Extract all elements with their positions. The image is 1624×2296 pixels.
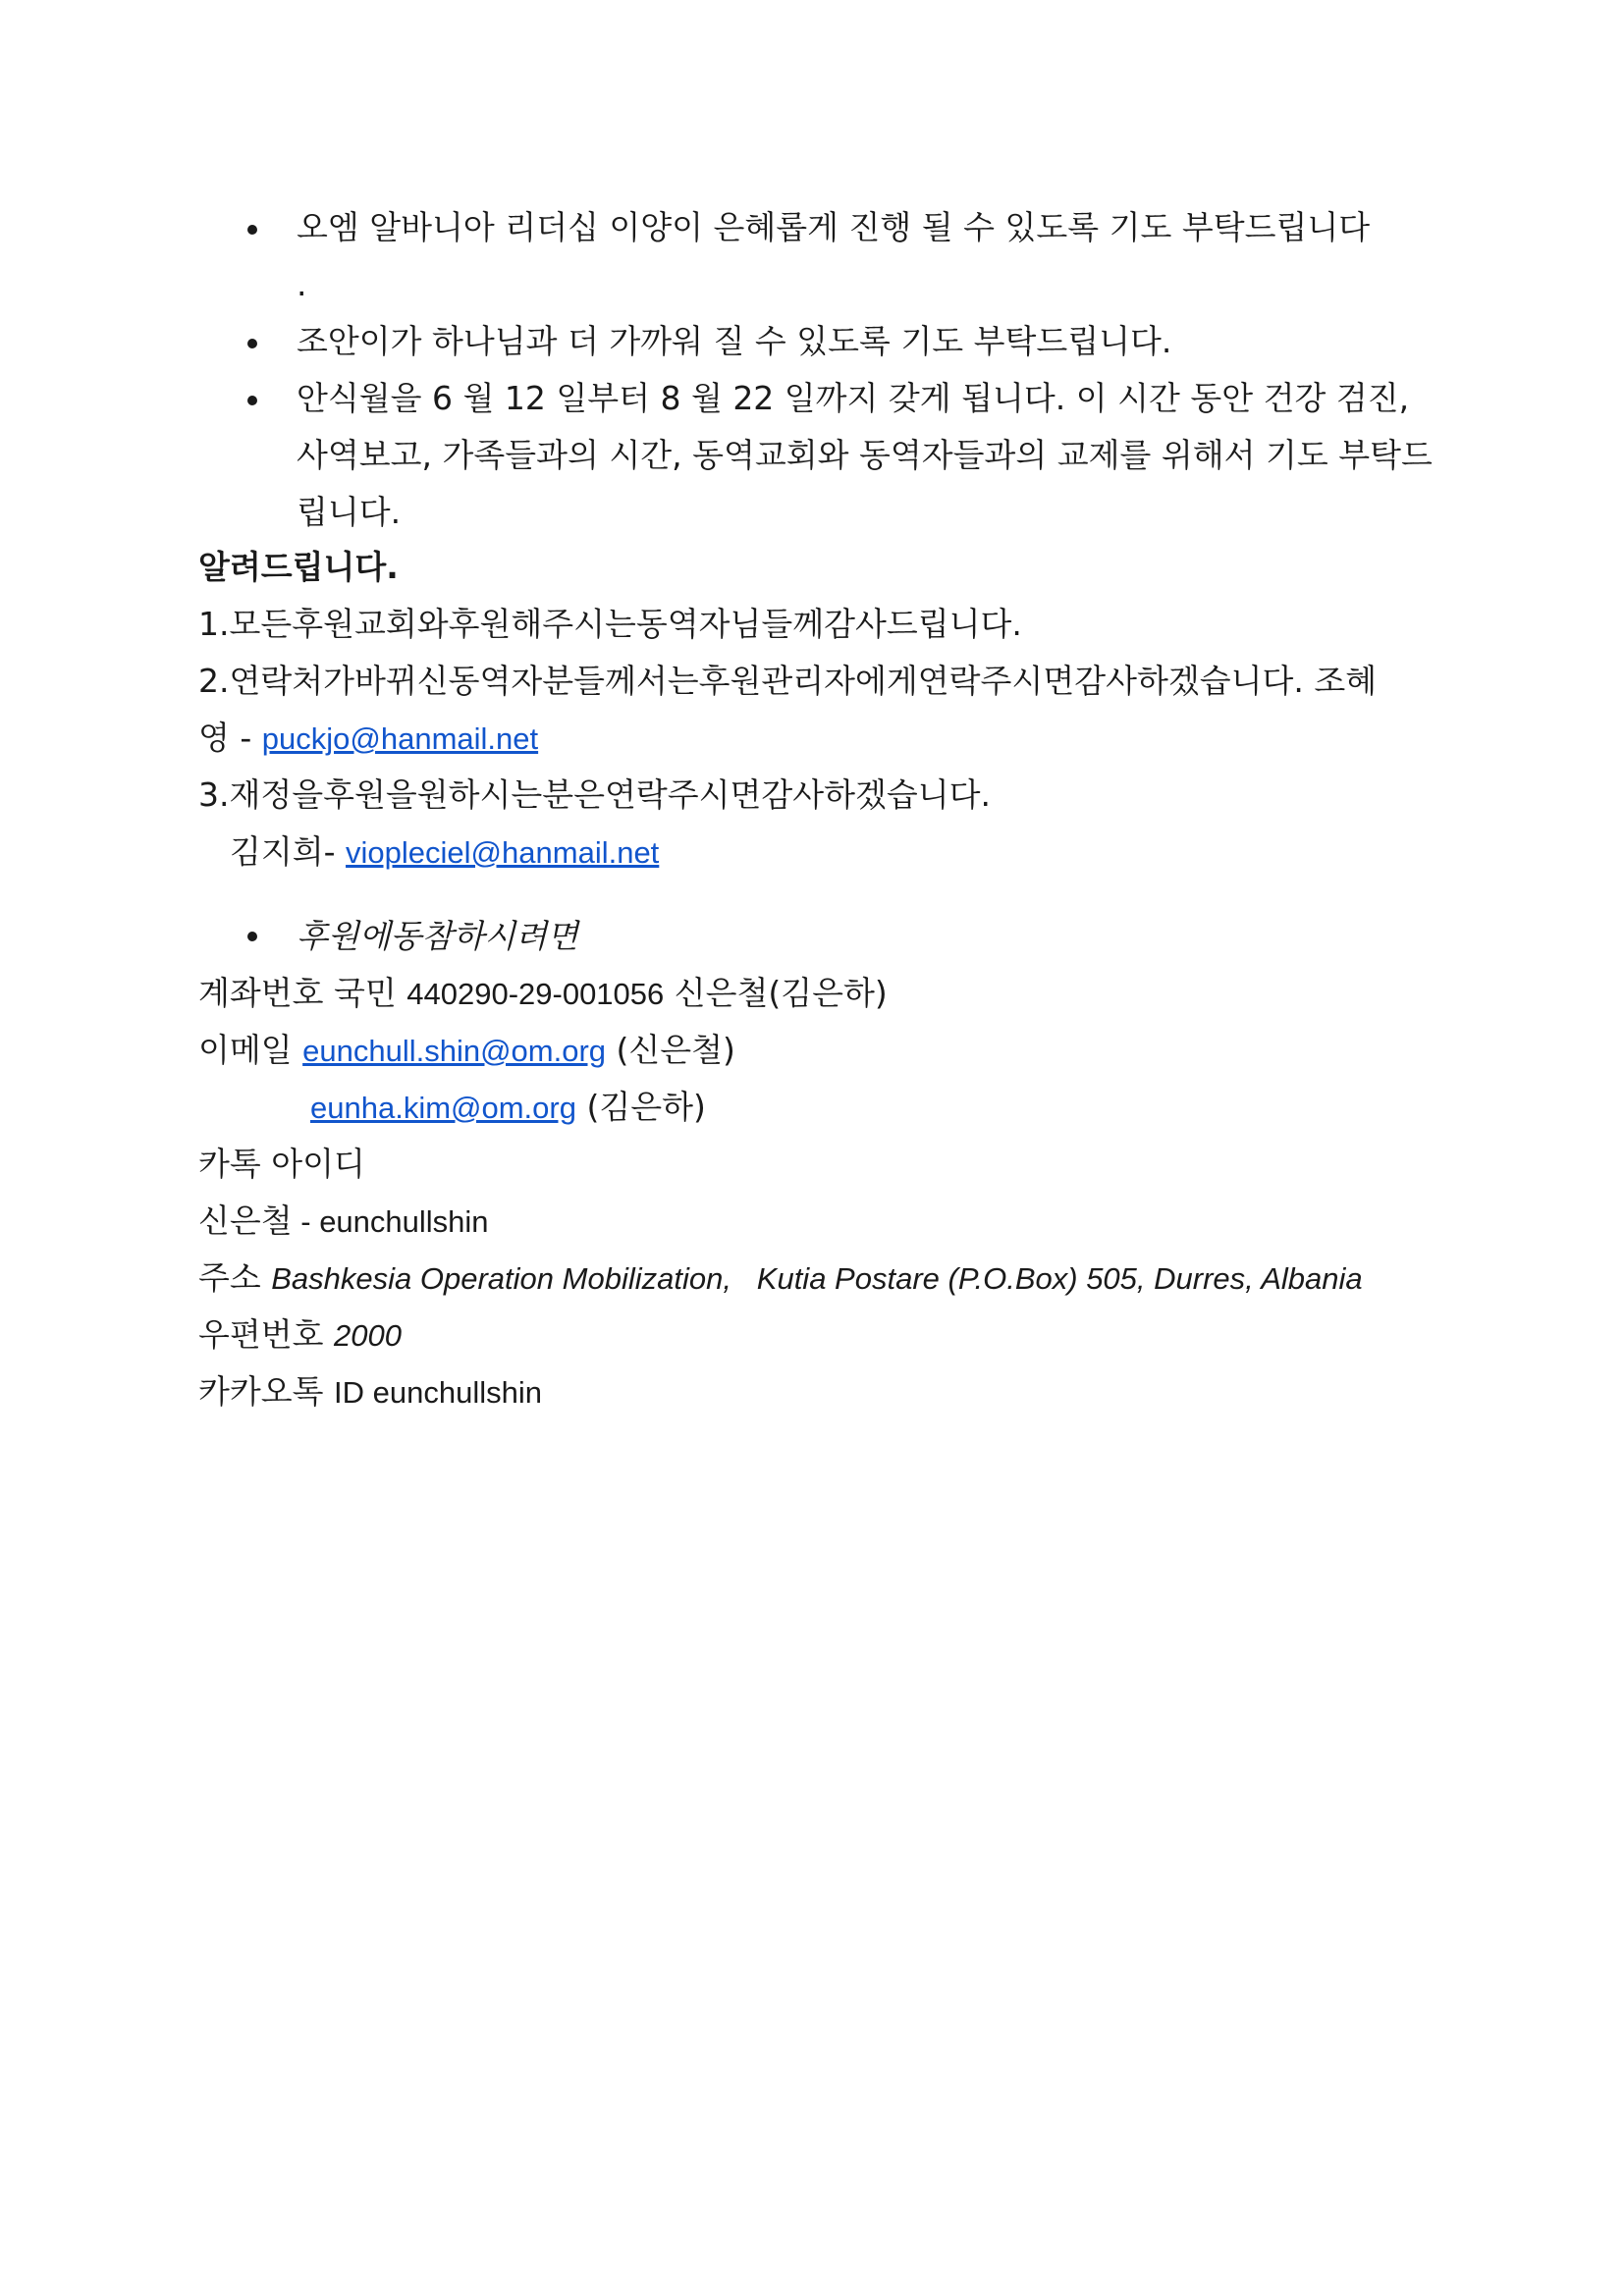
email-line-2 bbox=[310, 1079, 706, 1137]
prayer-item-text: 조안이가 하나님과 더 가까워 질 수 있도록 기도 부탁드립니다. bbox=[297, 322, 1172, 360]
bullet-icon bbox=[247, 339, 257, 348]
notice-line-1: 1.모든후원교회와후원해주시는동역자님들께감사드립니다. bbox=[198, 605, 1022, 643]
email-line bbox=[198, 1022, 735, 1080]
email-label: 이메일 bbox=[198, 1031, 303, 1069]
notice-heading: 알려드립니다. bbox=[198, 548, 399, 586]
bullet-icon bbox=[247, 396, 257, 405]
kakaotalk-id: ID eunchullshin bbox=[334, 1375, 542, 1410]
contact-prefix: 김지희- bbox=[230, 832, 347, 871]
kakaotalk-label: 카카오톡 bbox=[198, 1372, 335, 1411]
postal-label: 우편번호 bbox=[198, 1315, 335, 1354]
notice-line-2: 2.연락처가바뀌신동역자분들께서는후원관리자에게연락주시면감사하겠습니다. 조혜 bbox=[198, 662, 1378, 700]
prayer-list bbox=[198, 199, 1437, 541]
prayer-item bbox=[198, 313, 1437, 370]
email-owner: (김은하) bbox=[575, 1088, 706, 1126]
contact-prefix: 영 - bbox=[198, 719, 262, 757]
notice-line-2b bbox=[198, 710, 538, 768]
address-text: Bashkesia Operation Mobilization, Kutia Postare (P.O.Box) 505, Durres, Albania bbox=[271, 1261, 1363, 1296]
contact-email-link[interactable]: puckjo@hanmail.net bbox=[261, 721, 539, 756]
kakao-heading: 카톡 아이디 bbox=[198, 1145, 365, 1183]
account-label: 계좌번호 국민 bbox=[198, 974, 407, 1012]
email-link[interactable]: eunchull.shin@om.org bbox=[302, 1034, 607, 1068]
prayer-item-text: 안식월을 6 월 12 일부터 8 월 22 일까지 갖게 됩니다. 이 시간 동안 건강 검진, 사역보고, 가족들과의 시간, 동역교회와 동역자들과의 교제를 위해서 기도 부탁드립니다. bbox=[297, 379, 1433, 531]
support-bullet-text: 후원에동참하시려면 bbox=[297, 917, 578, 955]
account-line bbox=[198, 965, 888, 1023]
account-number: 440290-29-001056 bbox=[406, 977, 665, 1011]
bullet-icon bbox=[247, 932, 257, 941]
notice-line-3: 3.재정을후원을원하시는분은연락주시면감사하겠습니다. bbox=[198, 775, 992, 814]
kakaotalk-line bbox=[198, 1363, 542, 1421]
prayer-item bbox=[198, 199, 1437, 313]
address-line bbox=[198, 1250, 1363, 1308]
prayer-item-text: 오엠 알바니아 리더십 이양이 은혜롭게 진행 될 수 있도록 기도 부탁드립니다 bbox=[297, 208, 1371, 246]
kakao-id: - eunchullshin bbox=[292, 1204, 489, 1239]
address-label: 주소 bbox=[198, 1258, 272, 1297]
prayer-item bbox=[198, 370, 1437, 541]
contact-email-link[interactable]: viopleciel@hanmail.net bbox=[346, 835, 660, 870]
bullet-icon bbox=[247, 225, 257, 235]
postal-line bbox=[198, 1307, 402, 1364]
account-name: 신은철(김은하) bbox=[664, 974, 888, 1012]
prayer-item-tail: . bbox=[297, 265, 307, 303]
notice-line-4 bbox=[230, 824, 659, 881]
postal-code: 2000 bbox=[334, 1318, 402, 1353]
email-link[interactable]: eunha.kim@om.org bbox=[310, 1091, 576, 1125]
email-owner: (신은철) bbox=[606, 1031, 735, 1069]
kakao-line bbox=[198, 1193, 489, 1251]
kakao-name: 신은철 bbox=[198, 1201, 293, 1240]
